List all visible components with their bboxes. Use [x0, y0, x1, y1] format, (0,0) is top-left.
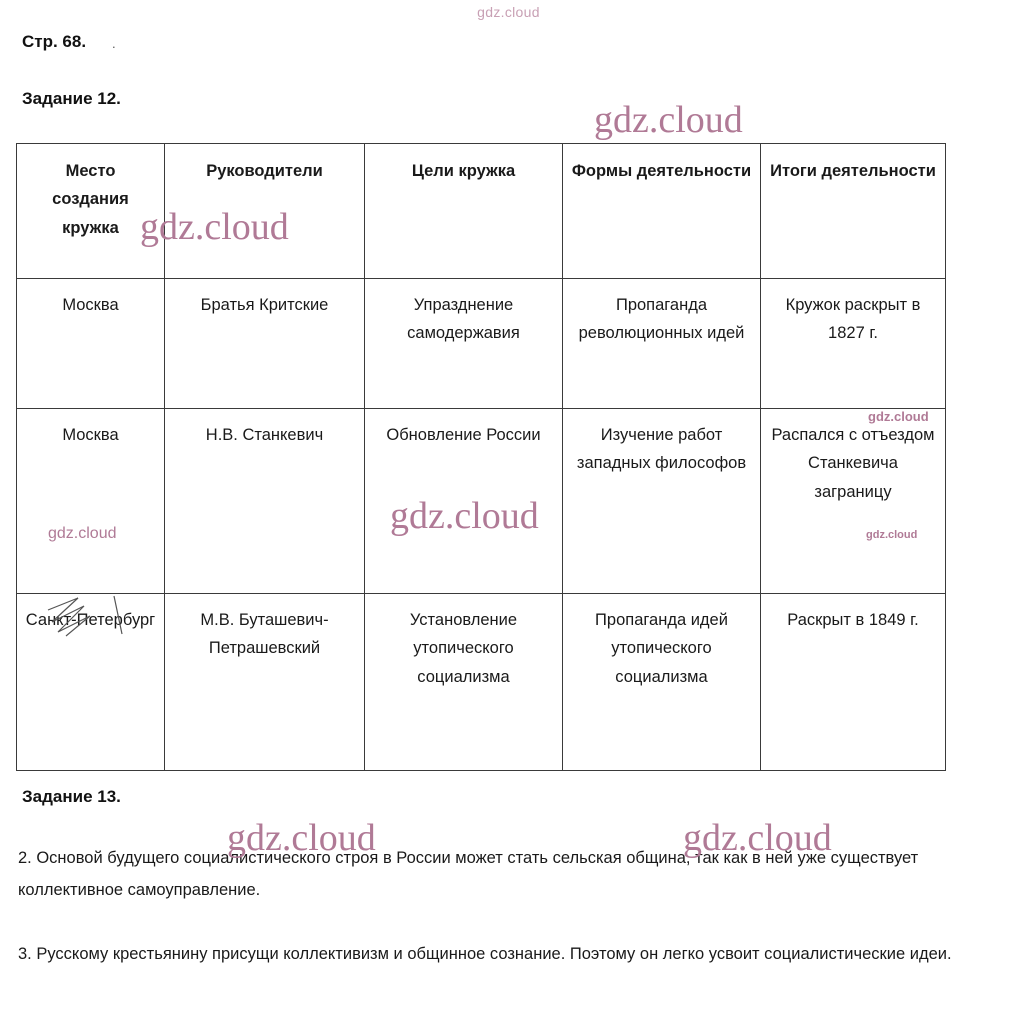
- paragraph-3: 3. Русскому крестьянину присущи коллективизм и общинное сознание. Поэтому он легко усвоит социалистические идеи.: [18, 945, 952, 963]
- table-row: [17, 279, 946, 409]
- column-header-forms: Формы деятельности: [563, 144, 761, 279]
- cell-forms: Пропаганда революционных идей: [563, 279, 761, 409]
- circles-table: [16, 143, 946, 771]
- watermark-overlay: gdz.cloud: [227, 817, 376, 859]
- watermark-overlay: gdz.cloud: [594, 99, 743, 141]
- watermark-top: gdz.cloud: [477, 4, 540, 20]
- cell-goals: Упразднение самодержавия: [365, 279, 563, 409]
- column-header-results: Итоги деятельности: [761, 144, 946, 279]
- cell-goals: Обновление России: [365, 409, 563, 594]
- watermark-overlay-small: gdz.cloud: [868, 409, 929, 424]
- task-13-heading: Задание 13.: [22, 787, 121, 806]
- column-header-goals: Цели кружка: [365, 144, 563, 279]
- page-number: Стр. 68.: [22, 32, 87, 51]
- cell-place: Москва: [17, 279, 165, 409]
- column-header-place: Место создания кружка: [17, 144, 165, 279]
- cell-forms: Изучение работ западных философов: [563, 409, 761, 594]
- page-number-tail: .: [112, 36, 116, 51]
- cell-forms: Пропаганда идей утопического социализма: [563, 594, 761, 771]
- table-header-row: [17, 144, 946, 279]
- paragraph-2: 2. Основой будущего социалистического строя в России может стать сельская община, так как в ней уже существует коллективное самоуправление.: [18, 849, 919, 900]
- watermark-overlay-small: gdz.cloud: [48, 525, 117, 542]
- watermark-overlay: gdz.cloud: [140, 206, 289, 248]
- watermark-overlay: gdz.cloud: [390, 495, 539, 537]
- column-header-leaders: Руководители: [165, 144, 365, 279]
- watermark-overlay-small: gdz.cloud: [866, 529, 918, 541]
- table-row: [17, 409, 946, 594]
- cell-goals: Установление утопического социализма: [365, 594, 563, 771]
- cell-results: Кружок раскрыт в 1827 г.: [761, 279, 946, 409]
- table-row: [17, 594, 946, 771]
- watermark-overlay: gdz.cloud: [683, 817, 832, 859]
- cell-place: Санкт-Петербург: [17, 594, 165, 771]
- cell-leaders: Н.В. Станкевич: [165, 409, 365, 594]
- task-12-heading: Задание 12.: [22, 89, 121, 108]
- cell-results: Раскрыт в 1849 г.: [761, 594, 946, 771]
- cell-results: Распался с отъездом Станкевича заграницу: [761, 409, 946, 594]
- cell-leaders: М.В. Буташевич-Петрашевский: [165, 594, 365, 771]
- cell-leaders: Братья Критские: [165, 279, 365, 409]
- cell-place: Москва: [17, 409, 165, 594]
